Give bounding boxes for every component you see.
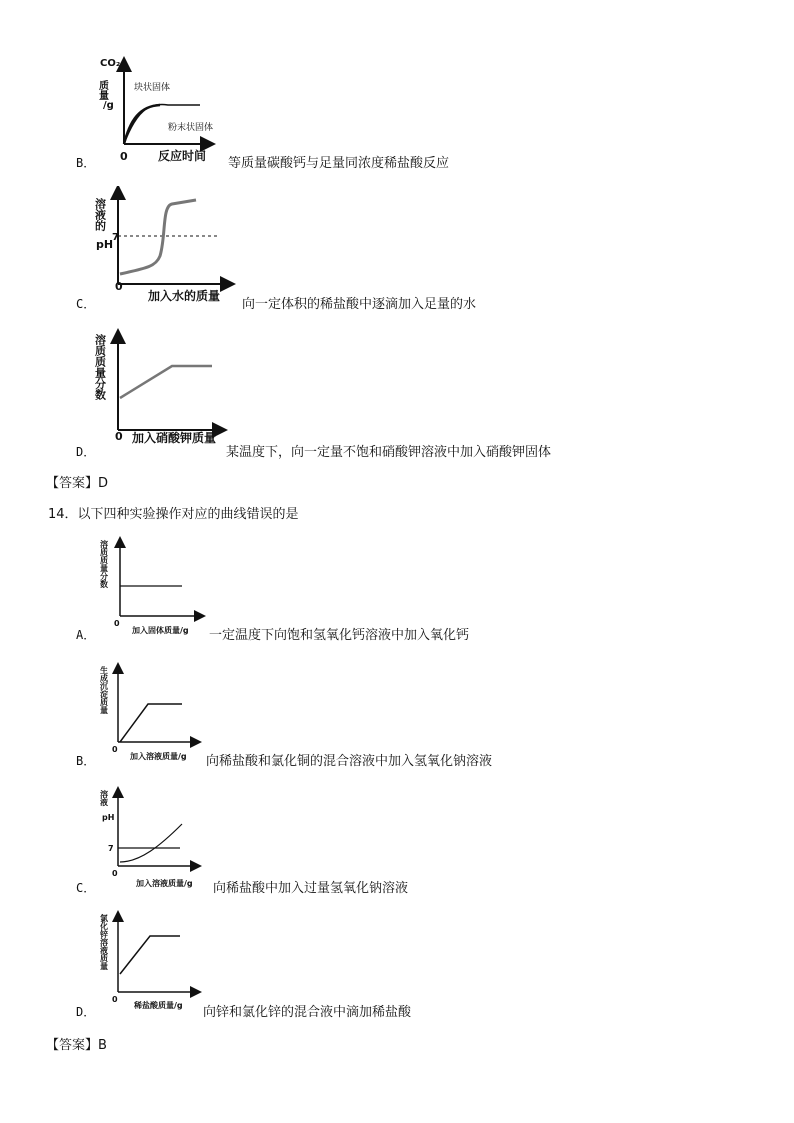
option-desc: 向稀盐酸中加入过量氢氧化钠溶液 <box>213 881 409 896</box>
y-label: 溶质质量分数 <box>100 540 109 588</box>
y-label: 氯化锌溶液质量 <box>100 914 109 970</box>
y-label-ph: pH <box>102 813 115 822</box>
option-letter: C． <box>76 297 96 311</box>
x-label: 稀盐酸质量/g <box>134 1001 183 1010</box>
y-label: 生成沉淀质量 <box>100 666 109 714</box>
precipitate-curve <box>120 704 182 742</box>
ph-curve <box>120 200 196 274</box>
option-desc: 一定温度下向饱和氢氧化钙溶液中加入氧化钙 <box>209 628 470 643</box>
answer-13: 【答案】D <box>46 476 109 491</box>
x-label: 反应时间 <box>158 149 207 163</box>
graph-13b <box>88 52 238 172</box>
y-label: 溶液的 <box>93 198 107 231</box>
graph-14c <box>100 786 210 890</box>
curve1-label: 块状固体 <box>134 83 171 93</box>
option-letter: D． <box>76 445 96 459</box>
option-desc: 某温度下，向一定量不饱和硝酸钾溶液中加入硝酸钾固体 <box>226 445 552 460</box>
ph-curve <box>120 824 182 862</box>
option-letter: B． <box>76 754 96 768</box>
option-desc: 向一定体积的稀盐酸中逐滴加入足量的水 <box>242 297 477 312</box>
option-letter: C． <box>76 881 96 895</box>
graph-13d <box>88 326 238 450</box>
question-14: 14．以下四种实验操作对应的曲线错误的是 <box>48 507 299 522</box>
tick-7: 7 <box>108 844 114 853</box>
curve2-label: 粉末状固体 <box>168 123 214 133</box>
y-label-unit: /g <box>103 100 114 111</box>
option-letter: A． <box>76 628 96 642</box>
origin: 0 <box>112 995 118 1004</box>
y-label-top: CO₂ <box>100 58 121 69</box>
mass-fraction-curve <box>120 366 212 398</box>
origin: 0 <box>112 745 118 754</box>
option-desc: 等质量碳酸钙与足量同浓度稀盐酸反应 <box>228 156 450 171</box>
x-label: 加入水的质量 <box>148 289 221 303</box>
origin: 0 <box>115 280 123 293</box>
origin: 0 <box>112 869 118 878</box>
graph-14a <box>100 536 210 636</box>
y-label-mid: 质量 <box>96 80 108 100</box>
origin: 0 <box>120 150 128 163</box>
graph-13c <box>88 186 238 306</box>
origin: 0 <box>114 619 120 628</box>
x-label: 加入溶液质量/g <box>130 752 187 761</box>
answer-14: 【答案】B <box>46 1038 107 1053</box>
x-label: 加入固体质量/g <box>132 626 189 635</box>
y-label: 溶质质量分数 <box>93 334 107 400</box>
zinc-chloride-curve <box>120 936 180 974</box>
x-label: 加入硝酸钾质量 <box>132 431 217 445</box>
y-label: 溶液 <box>100 790 109 806</box>
graph-14b <box>100 662 210 762</box>
option-letter: D． <box>76 1005 96 1019</box>
option-letter: B． <box>76 156 96 170</box>
tick-7: 7 <box>112 232 119 243</box>
x-label: 加入溶液质量/g <box>136 879 193 888</box>
origin: 0 <box>115 430 123 443</box>
y-label-ph: pH <box>96 238 114 251</box>
graph-14d <box>100 910 210 1014</box>
option-desc: 向稀盐酸和氯化铜的混合溶液中加入氢氧化钠溶液 <box>206 754 493 769</box>
curve-powder-solid <box>124 105 160 144</box>
option-desc: 向锌和氯化锌的混合液中滴加稀盐酸 <box>203 1005 412 1020</box>
